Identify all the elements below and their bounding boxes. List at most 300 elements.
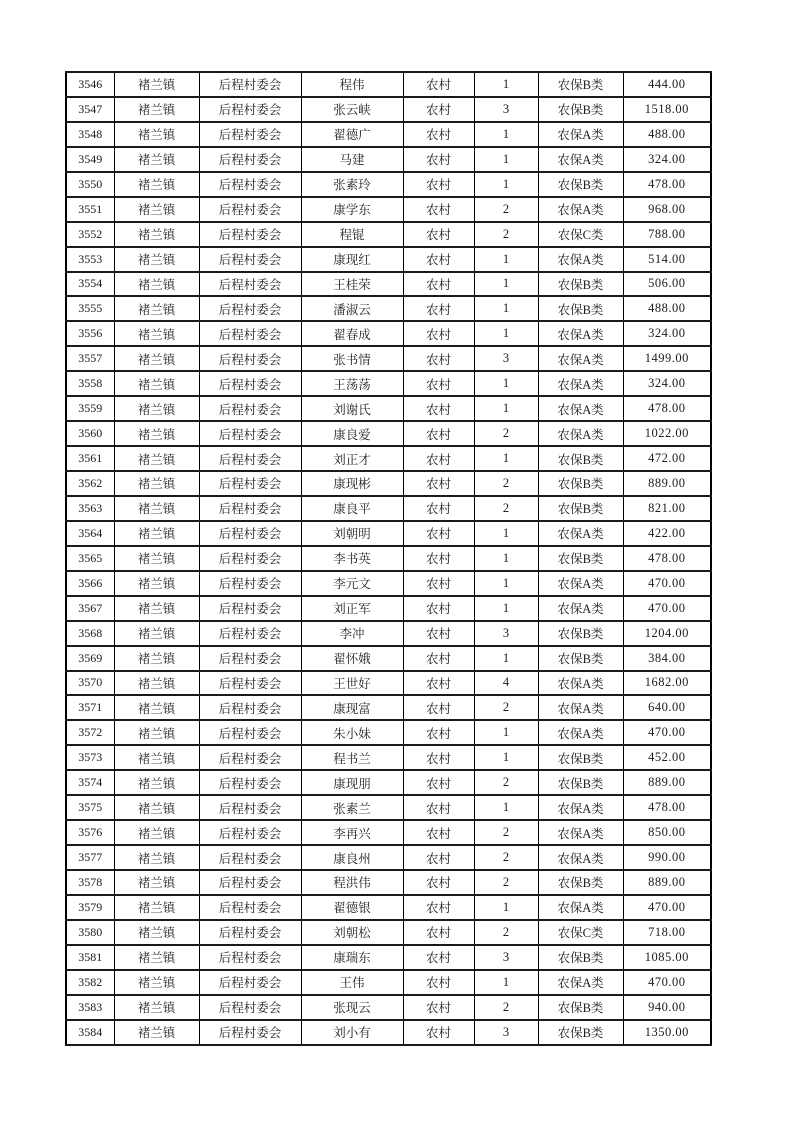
table-cell-amount: 1499.00 [623,346,711,371]
table-cell-village: 后程村委会 [199,695,301,720]
table-cell-amount: 1085.00 [623,945,711,970]
table-cell-name: 程洪伟 [301,870,403,895]
table-row [66,571,711,596]
table-cell-town: 褚兰镇 [114,321,199,346]
table-cell-name: 刘小有 [301,1020,403,1045]
table-cell-seq: 3584 [66,1020,114,1045]
table-cell-count: 1 [474,321,538,346]
table-cell-town: 褚兰镇 [114,646,199,671]
table-cell-type: 农村 [403,820,474,845]
table-cell-category: 农保A类 [538,596,623,621]
table-cell-town: 褚兰镇 [114,596,199,621]
table-cell-seq: 3549 [66,147,114,172]
table-cell-count: 2 [474,496,538,521]
table-cell-count: 2 [474,770,538,795]
table-cell-village: 后程村委会 [199,870,301,895]
table-cell-seq: 3580 [66,920,114,945]
table-cell-town: 褚兰镇 [114,296,199,321]
table-cell-name: 翟德广 [301,122,403,147]
table-cell-seq: 3572 [66,720,114,745]
table-cell-count: 1 [474,546,538,571]
table-cell-amount: 506.00 [623,272,711,297]
table-cell-name: 刘谢氏 [301,396,403,421]
table-cell-type: 农村 [403,596,474,621]
table-cell-town: 褚兰镇 [114,272,199,297]
table-row [66,471,711,496]
table-cell-seq: 3557 [66,346,114,371]
table-row [66,247,711,272]
table-cell-village: 后程村委会 [199,172,301,197]
table-cell-count: 2 [474,920,538,945]
table-cell-type: 农村 [403,321,474,346]
table-cell-seq: 3581 [66,945,114,970]
table-cell-type: 农村 [403,272,474,297]
table-cell-town: 褚兰镇 [114,122,199,147]
table-row [66,197,711,222]
table-cell-amount: 1350.00 [623,1020,711,1045]
table-cell-amount: 478.00 [623,172,711,197]
table-cell-village: 后程村委会 [199,272,301,297]
table-cell-name: 翟春成 [301,321,403,346]
table-cell-type: 农村 [403,421,474,446]
table-cell-category: 农保A类 [538,571,623,596]
table-cell-amount: 968.00 [623,197,711,222]
table-cell-name: 康良平 [301,496,403,521]
table-row [66,920,711,945]
table-row [66,695,711,720]
table-cell-seq: 3554 [66,272,114,297]
table-cell-type: 农村 [403,920,474,945]
table-cell-village: 后程村委会 [199,1020,301,1045]
table-row [66,845,711,870]
table-cell-amount: 718.00 [623,920,711,945]
table-cell-type: 农村 [403,945,474,970]
table-cell-seq: 3582 [66,970,114,995]
table-cell-town: 褚兰镇 [114,172,199,197]
table-cell-amount: 324.00 [623,147,711,172]
table-row [66,895,711,920]
table-cell-town: 褚兰镇 [114,396,199,421]
table-cell-name: 张书情 [301,346,403,371]
table-row [66,646,711,671]
table-cell-name: 李冲 [301,621,403,646]
table-cell-amount: 470.00 [623,720,711,745]
table-cell-seq: 3571 [66,695,114,720]
table-cell-name: 王伟 [301,970,403,995]
table-cell-count: 2 [474,845,538,870]
table-cell-category: 农保B类 [538,745,623,770]
table-cell-town: 褚兰镇 [114,820,199,845]
table-cell-amount: 788.00 [623,222,711,247]
table-cell-name: 康良州 [301,845,403,870]
table-cell-name: 康良爱 [301,421,403,446]
table-cell-amount: 422.00 [623,521,711,546]
table-cell-village: 后程村委会 [199,496,301,521]
table-cell-name: 刘正军 [301,596,403,621]
table-cell-amount: 850.00 [623,820,711,845]
table-cell-count: 1 [474,446,538,471]
table-cell-seq: 3552 [66,222,114,247]
table-row [66,296,711,321]
table-cell-name: 王桂荣 [301,272,403,297]
table-cell-category: 农保B类 [538,1020,623,1045]
table-cell-name: 康学东 [301,197,403,222]
table-cell-town: 褚兰镇 [114,745,199,770]
table-cell-type: 农村 [403,795,474,820]
table-cell-amount: 514.00 [623,247,711,272]
table-cell-seq: 3565 [66,546,114,571]
table-cell-town: 褚兰镇 [114,621,199,646]
table-cell-village: 后程村委会 [199,521,301,546]
table-cell-name: 张云峡 [301,97,403,122]
table-cell-type: 农村 [403,446,474,471]
table-cell-type: 农村 [403,895,474,920]
table-cell-count: 3 [474,1020,538,1045]
table-cell-amount: 488.00 [623,296,711,321]
table-cell-village: 后程村委会 [199,845,301,870]
table-cell-village: 后程村委会 [199,72,301,97]
table-cell-category: 农保A类 [538,346,623,371]
table-cell-count: 1 [474,272,538,297]
table-cell-category: 农保B类 [538,296,623,321]
table-cell-count: 1 [474,247,538,272]
table-cell-village: 后程村委会 [199,945,301,970]
table-cell-category: 农保A类 [538,795,623,820]
table-cell-count: 1 [474,970,538,995]
table-cell-name: 康现富 [301,695,403,720]
table-cell-town: 褚兰镇 [114,247,199,272]
table-cell-town: 褚兰镇 [114,1020,199,1045]
table-cell-count: 1 [474,172,538,197]
table-cell-town: 褚兰镇 [114,371,199,396]
table-cell-amount: 488.00 [623,122,711,147]
table-cell-amount: 470.00 [623,571,711,596]
table-cell-village: 后程村委会 [199,820,301,845]
table-cell-name: 康现朋 [301,770,403,795]
table-cell-name: 王世好 [301,671,403,696]
table-cell-amount: 1518.00 [623,97,711,122]
table-cell-town: 褚兰镇 [114,895,199,920]
table-cell-category: 农保A类 [538,247,623,272]
table-cell-seq: 3578 [66,870,114,895]
table-cell-town: 褚兰镇 [114,346,199,371]
table-cell-type: 农村 [403,296,474,321]
table-cell-seq: 3558 [66,371,114,396]
table-cell-amount: 470.00 [623,596,711,621]
table-cell-type: 农村 [403,496,474,521]
table-cell-count: 1 [474,521,538,546]
table-cell-town: 褚兰镇 [114,920,199,945]
table-row [66,346,711,371]
table-cell-seq: 3564 [66,521,114,546]
table-cell-count: 2 [474,820,538,845]
table-cell-name: 潘淑云 [301,296,403,321]
table-row [66,521,711,546]
table-cell-count: 3 [474,346,538,371]
table-row [66,870,711,895]
table-cell-name: 张素玲 [301,172,403,197]
table-cell-name: 刘朝明 [301,521,403,546]
table-cell-count: 3 [474,621,538,646]
table-cell-town: 褚兰镇 [114,970,199,995]
table-cell-name: 程书兰 [301,745,403,770]
table-cell-village: 后程村委会 [199,895,301,920]
table-cell-name: 程伟 [301,72,403,97]
table-cell-name: 康现彬 [301,471,403,496]
table-row [66,446,711,471]
table-cell-town: 褚兰镇 [114,945,199,970]
table-cell-town: 褚兰镇 [114,845,199,870]
table-cell-village: 后程村委会 [199,745,301,770]
table-cell-town: 褚兰镇 [114,446,199,471]
table-cell-amount: 1682.00 [623,671,711,696]
table-cell-town: 褚兰镇 [114,197,199,222]
table-cell-village: 后程村委会 [199,247,301,272]
table-cell-type: 农村 [403,695,474,720]
table-row [66,371,711,396]
table-cell-count: 1 [474,147,538,172]
table-cell-amount: 889.00 [623,471,711,496]
table-cell-count: 1 [474,72,538,97]
table-cell-seq: 3553 [66,247,114,272]
table-cell-type: 农村 [403,1020,474,1045]
table-cell-count: 2 [474,995,538,1020]
table-cell-count: 2 [474,222,538,247]
table-cell-count: 4 [474,671,538,696]
table-cell-amount: 478.00 [623,795,711,820]
table-cell-seq: 3568 [66,621,114,646]
table-cell-village: 后程村委会 [199,122,301,147]
table-cell-category: 农保B类 [538,471,623,496]
table-row [66,596,711,621]
table-cell-name: 马建 [301,147,403,172]
table-cell-category: 农保A类 [538,521,623,546]
table-cell-name: 李书英 [301,546,403,571]
table-cell-town: 褚兰镇 [114,546,199,571]
table-cell-village: 后程村委会 [199,446,301,471]
table-row [66,770,711,795]
table-cell-count: 2 [474,695,538,720]
table-cell-category: 农保B类 [538,770,623,795]
table-cell-count: 3 [474,97,538,122]
table-cell-name: 张现云 [301,995,403,1020]
table-row [66,820,711,845]
table-row [66,222,711,247]
table-cell-type: 农村 [403,995,474,1020]
table-cell-town: 褚兰镇 [114,222,199,247]
table-cell-amount: 384.00 [623,646,711,671]
table-cell-category: 农保B类 [538,646,623,671]
table-row [66,396,711,421]
table-cell-amount: 324.00 [623,321,711,346]
table-cell-village: 后程村委会 [199,471,301,496]
table-cell-village: 后程村委会 [199,197,301,222]
table-cell-amount: 1022.00 [623,421,711,446]
table-cell-category: 农保B类 [538,870,623,895]
table-cell-type: 农村 [403,97,474,122]
table-cell-count: 2 [474,870,538,895]
table-row [66,970,711,995]
table-row [66,272,711,297]
table-cell-category: 农保B类 [538,496,623,521]
table-row [66,945,711,970]
table-cell-village: 后程村委会 [199,97,301,122]
table-row [66,421,711,446]
table-cell-seq: 3575 [66,795,114,820]
table-cell-category: 农保A类 [538,895,623,920]
table-cell-seq: 3570 [66,671,114,696]
table-cell-type: 农村 [403,72,474,97]
table-row [66,995,711,1020]
table-row [66,122,711,147]
table-cell-amount: 821.00 [623,496,711,521]
table-cell-village: 后程村委会 [199,646,301,671]
table-cell-town: 褚兰镇 [114,72,199,97]
table-cell-seq: 3573 [66,745,114,770]
table-cell-type: 农村 [403,222,474,247]
table-cell-category: 农保A类 [538,396,623,421]
table-cell-category: 农保A类 [538,671,623,696]
table-cell-village: 后程村委会 [199,296,301,321]
table-cell-seq: 3556 [66,321,114,346]
table-row [66,720,711,745]
table-cell-seq: 3574 [66,770,114,795]
table-cell-seq: 3563 [66,496,114,521]
table-cell-seq: 3548 [66,122,114,147]
table-cell-village: 后程村委会 [199,571,301,596]
table-cell-category: 农保A类 [538,122,623,147]
table-cell-name: 翟怀娥 [301,646,403,671]
table-cell-seq: 3546 [66,72,114,97]
table-cell-category: 农保A类 [538,321,623,346]
table-cell-name: 刘正才 [301,446,403,471]
table-cell-name: 程锟 [301,222,403,247]
table-cell-count: 1 [474,296,538,321]
table-cell-category: 农保A类 [538,147,623,172]
table-row [66,795,711,820]
table-cell-count: 2 [474,421,538,446]
table-cell-name: 康现红 [301,247,403,272]
table-cell-village: 后程村委会 [199,321,301,346]
table-cell-amount: 452.00 [623,745,711,770]
table-cell-seq: 3569 [66,646,114,671]
table-cell-category: 农保B类 [538,72,623,97]
table-cell-name: 康瑞东 [301,945,403,970]
table-cell-seq: 3566 [66,571,114,596]
table-cell-category: 农保A类 [538,970,623,995]
table-cell-seq: 3555 [66,296,114,321]
table-cell-category: 农保A类 [538,197,623,222]
table-row [66,496,711,521]
table-cell-category: 农保A类 [538,421,623,446]
table-cell-category: 农保A类 [538,695,623,720]
table-cell-type: 农村 [403,571,474,596]
table-cell-category: 农保A类 [538,720,623,745]
table-cell-village: 后程村委会 [199,147,301,172]
table-cell-type: 农村 [403,546,474,571]
table-cell-amount: 889.00 [623,870,711,895]
table-cell-type: 农村 [403,371,474,396]
table-cell-amount: 1204.00 [623,621,711,646]
table-cell-town: 褚兰镇 [114,496,199,521]
table-cell-type: 农村 [403,621,474,646]
table-row [66,172,711,197]
table-cell-type: 农村 [403,346,474,371]
table-cell-type: 农村 [403,745,474,770]
table-cell-type: 农村 [403,172,474,197]
table-cell-type: 农村 [403,671,474,696]
table-cell-village: 后程村委会 [199,770,301,795]
table-cell-count: 1 [474,795,538,820]
table-cell-town: 褚兰镇 [114,870,199,895]
table-row [66,745,711,770]
table-cell-name: 朱小妹 [301,720,403,745]
table-row [66,72,711,97]
table-cell-name: 张素兰 [301,795,403,820]
table-cell-amount: 478.00 [623,396,711,421]
table-cell-count: 3 [474,945,538,970]
table-row [66,1020,711,1045]
table-cell-seq: 3547 [66,97,114,122]
table-row [66,321,711,346]
table-cell-village: 后程村委会 [199,546,301,571]
table-cell-category: 农保B类 [538,995,623,1020]
table-cell-category: 农保B类 [538,272,623,297]
table-cell-name: 刘朝松 [301,920,403,945]
table-cell-amount: 324.00 [623,371,711,396]
table-cell-count: 1 [474,396,538,421]
table-cell-seq: 3560 [66,421,114,446]
table-cell-village: 后程村委会 [199,720,301,745]
table-cell-amount: 470.00 [623,970,711,995]
table-cell-village: 后程村委会 [199,596,301,621]
table-cell-town: 褚兰镇 [114,795,199,820]
table-cell-count: 1 [474,571,538,596]
payment-table [65,71,712,1046]
table-cell-town: 褚兰镇 [114,97,199,122]
table-cell-name: 王荡荡 [301,371,403,396]
table-cell-amount: 640.00 [623,695,711,720]
table-cell-village: 后程村委会 [199,346,301,371]
table-cell-seq: 3576 [66,820,114,845]
table-cell-category: 农保A类 [538,845,623,870]
table-cell-town: 褚兰镇 [114,471,199,496]
table-cell-count: 1 [474,745,538,770]
table-cell-seq: 3577 [66,845,114,870]
table-cell-count: 1 [474,720,538,745]
table-cell-type: 农村 [403,870,474,895]
table-cell-seq: 3551 [66,197,114,222]
table-cell-amount: 472.00 [623,446,711,471]
table-cell-village: 后程村委会 [199,671,301,696]
table-cell-type: 农村 [403,471,474,496]
table-cell-town: 褚兰镇 [114,995,199,1020]
table-cell-name: 李再兴 [301,820,403,845]
table-cell-category: 农保A类 [538,820,623,845]
table-cell-amount: 478.00 [623,546,711,571]
table-cell-category: 农保B类 [538,172,623,197]
table-cell-seq: 3562 [66,471,114,496]
table-cell-name: 翟德银 [301,895,403,920]
table-cell-amount: 470.00 [623,895,711,920]
table-cell-type: 农村 [403,396,474,421]
table-cell-type: 农村 [403,521,474,546]
table-cell-town: 褚兰镇 [114,571,199,596]
table-cell-seq: 3567 [66,596,114,621]
table-cell-type: 农村 [403,247,474,272]
table-cell-seq: 3561 [66,446,114,471]
table-row [66,546,711,571]
